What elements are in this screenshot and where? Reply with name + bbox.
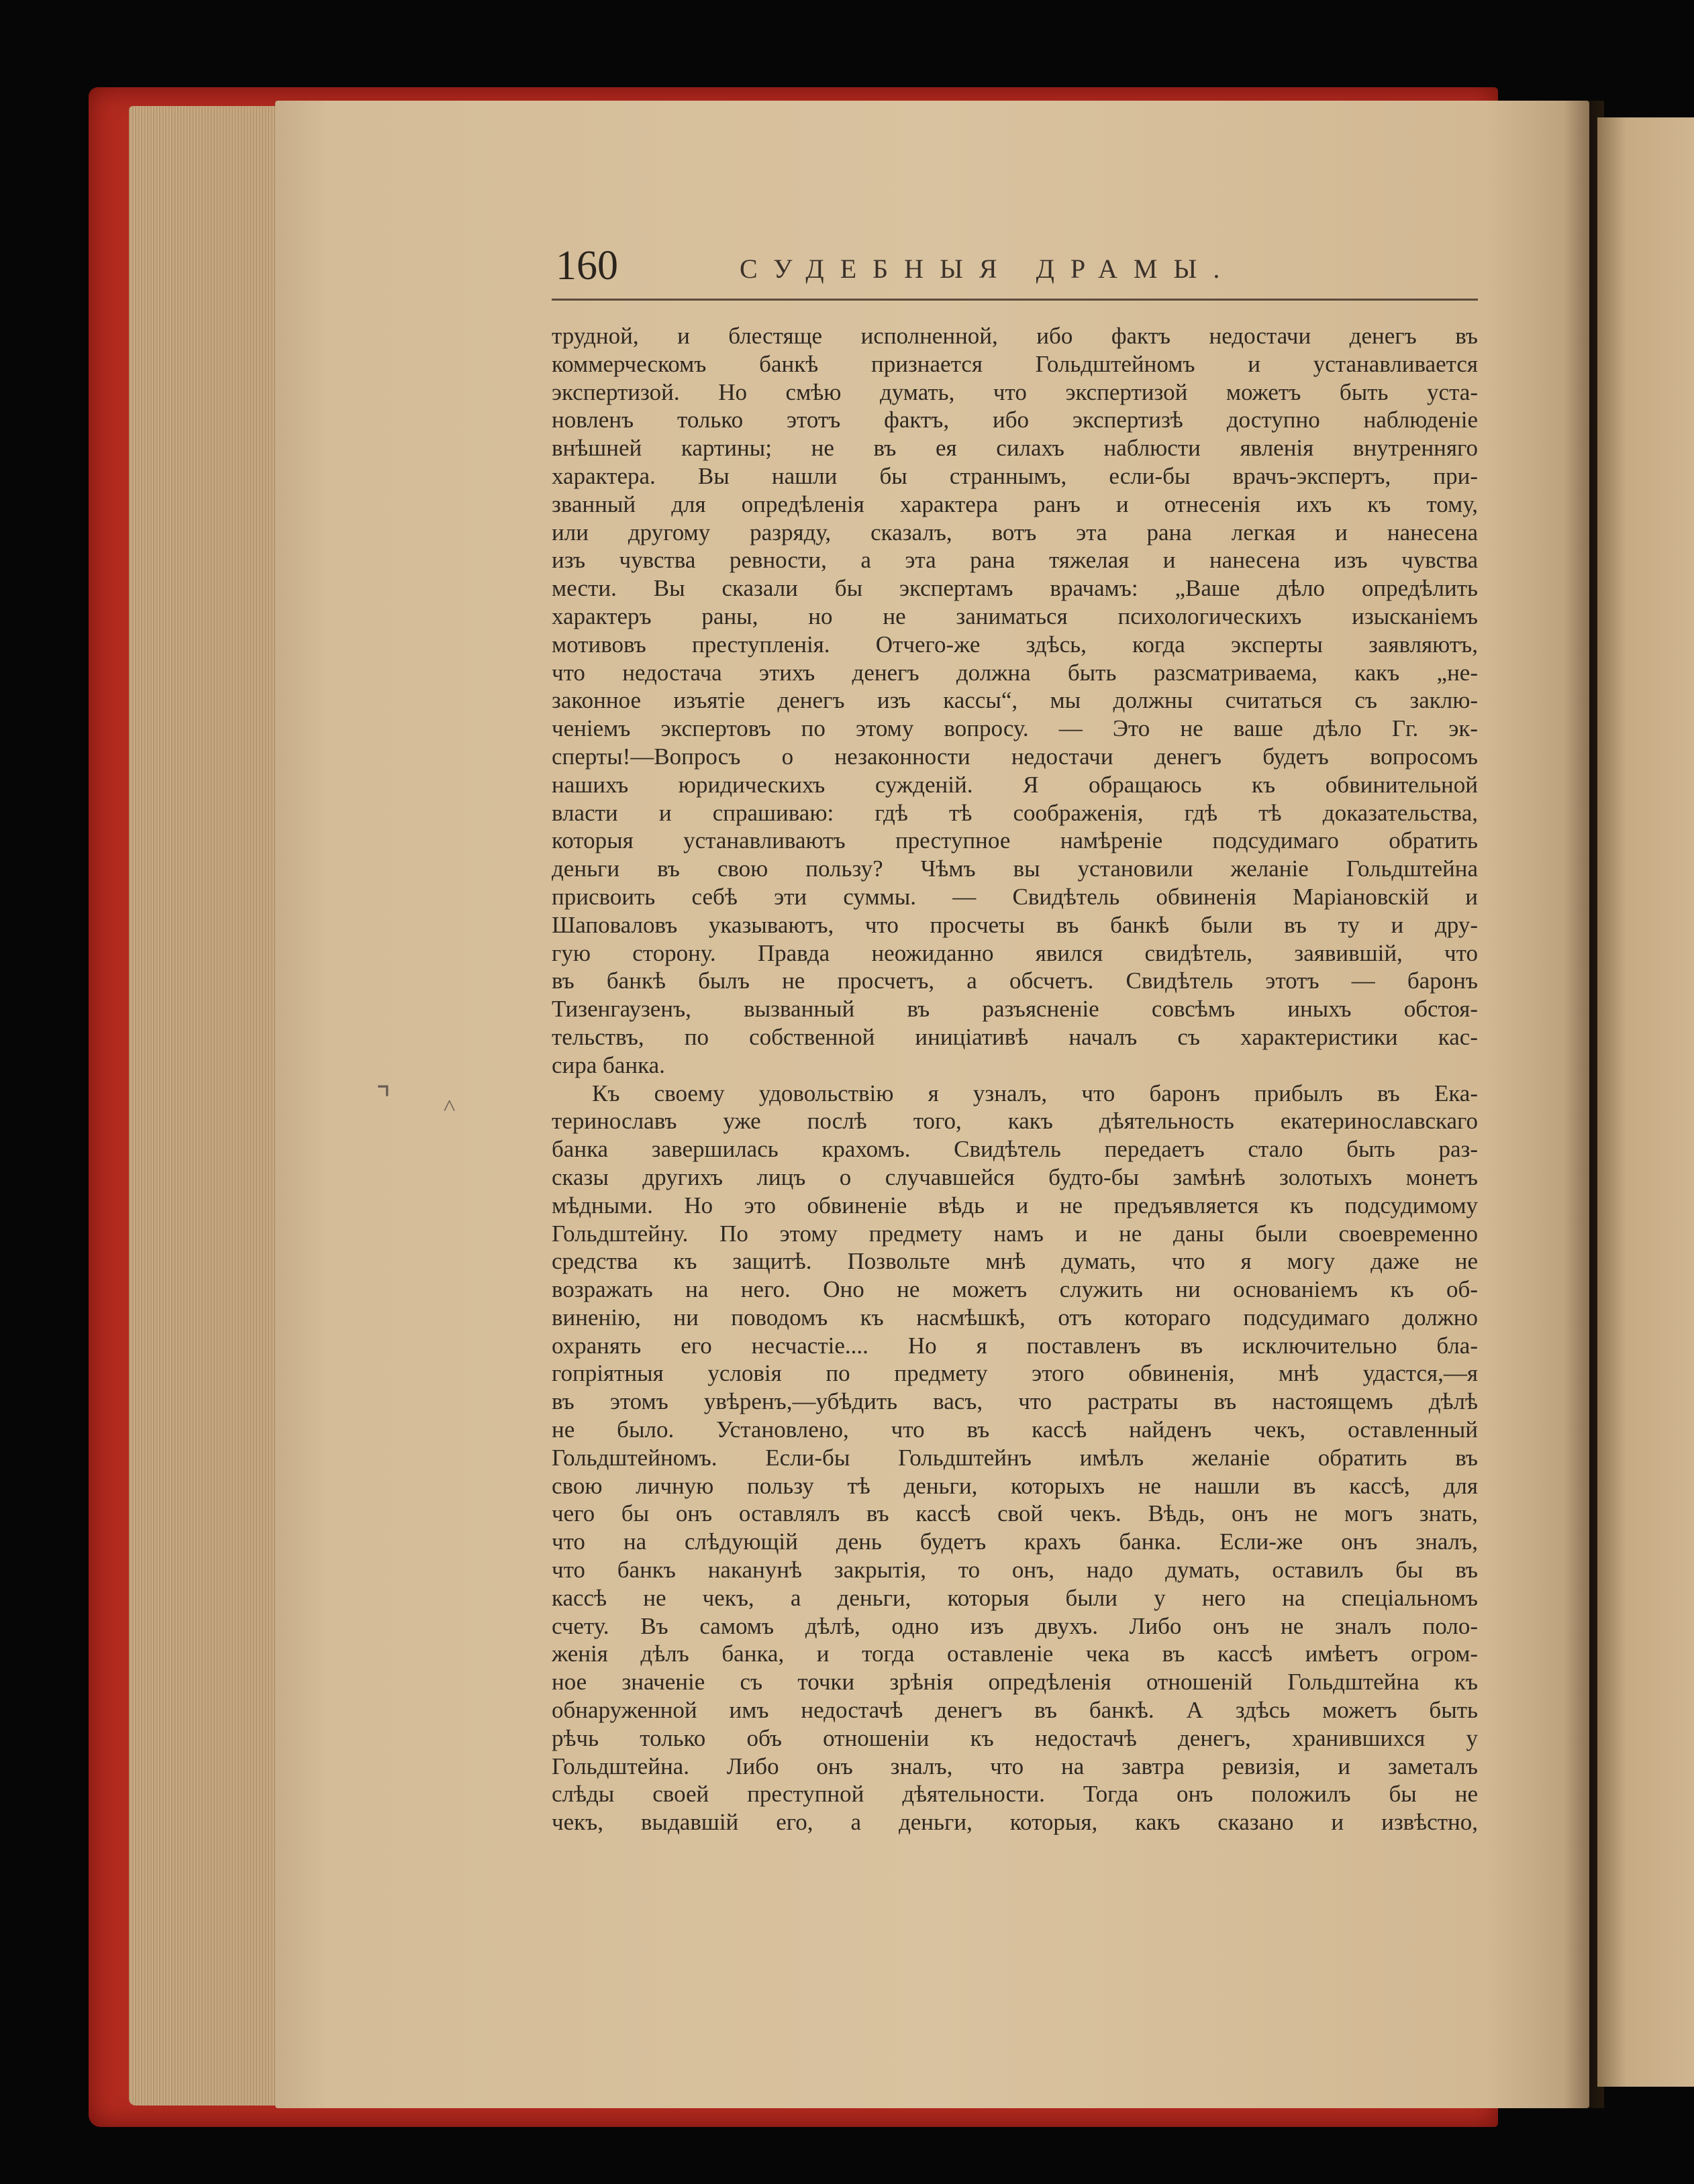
running-title: СУДЕБНЫЯ ДРАМЫ. — [740, 254, 1236, 284]
text-line: что на слѣдующій день будетъ крахъ банка. Если-же онъ зналъ, — [552, 1528, 1478, 1555]
text-line: рѣчь только объ отношеніи къ недостачѣ денегъ, хранившихся у — [552, 1724, 1478, 1751]
text-line: ное значеніе съ точки зрѣнія опредѣленія отношеній Гольдштейна къ — [552, 1669, 1478, 1696]
running-head — [552, 238, 1478, 301]
text-line: кассѣ не чекъ, а деньги, которыя были у него на спеціальномъ — [552, 1584, 1478, 1611]
text-line: ченіемъ экспертовъ по этому вопросу. — Это не ваше дѣло Гг. эк- — [552, 715, 1478, 742]
text-line: характеръ раны, но не заниматься психологическихъ изысканіемъ — [552, 603, 1478, 629]
text-line: новленъ только этотъ фактъ, ибо экспертизѣ доступно наблюденіе — [552, 407, 1478, 433]
text-line: коммерческомъ банкѣ признается Гольдштейномъ и устанавливается — [552, 350, 1478, 377]
text-line: въ этомъ увѣренъ,—убѣдить васъ, что растраты въ настоящемъ дѣлѣ — [552, 1388, 1478, 1415]
text-line: тельствъ, по собственной иниціативѣ началъ съ характеристики кас- — [552, 1023, 1478, 1050]
text-line: сира банка. — [552, 1051, 665, 1078]
text-line: теринославъ уже послѣ того, какъ дѣятельность екатеринославскаго — [552, 1108, 1478, 1135]
text-line: свою личную пользу тѣ деньги, которыхъ не нашли въ кассѣ, для — [552, 1472, 1478, 1499]
text-line: законное изъятіе денегъ изъ кассы“, мы должны считаться съ заклю- — [552, 687, 1478, 714]
text-line: мотивовъ преступленія. Отчего-же здѣсь, когда эксперты заявляютъ, — [552, 631, 1478, 658]
text-line: Къ своему удовольствію я узналъ, что баронъ прибылъ въ Ека- — [592, 1080, 1478, 1106]
text-line: Тизенгаузенъ, вызванный въ разъясненіе совсѣмъ иныхъ обстоя- — [552, 996, 1478, 1023]
page-number: 160 — [556, 243, 618, 289]
text-line: деньги въ свою пользу? Чѣмъ вы установили желаніе Гольдштейна — [552, 855, 1478, 882]
text-line: что недостача этихъ денегъ должна быть разсматриваема, какъ „не- — [552, 659, 1478, 686]
text-line: виненію, ни поводомъ къ насмѣшкѣ, отъ котораго подсудимаго должно — [552, 1304, 1478, 1331]
text-line: характера. Вы нашли бы страннымъ, если-бы врачъ-экспертъ, при- — [552, 462, 1478, 489]
text-line: не было. Установлено, что въ кассѣ найденъ чекъ, оставленный — [552, 1416, 1478, 1443]
text-line: въ банкѣ былъ не просчетъ, а обсчетъ. Свидѣтель этотъ — баронъ — [552, 968, 1478, 994]
text-line: которыя устанавливаютъ преступное намѣреніе подсудимаго обратить — [552, 827, 1478, 854]
text-line: гую сторону. Правда неожиданно явился свидѣтель, заявившій, что — [552, 939, 1478, 966]
facing-page — [1597, 117, 1694, 2087]
text-line: мести. Вы сказали бы экспертамъ врачамъ: „Ваше дѣло опредѣлить — [552, 575, 1478, 602]
text-line: экспертизой. Но смѣю думать, что экспертизой можетъ быть уста- — [552, 378, 1478, 405]
text-line: нашихъ юридическихъ сужденій. Я обращаюсь къ обвинительной — [552, 771, 1478, 798]
text-line: Гольдштейну. По этому предмету намъ и не даны были своевременно — [552, 1220, 1478, 1247]
text-line: что банкъ наканунѣ закрытія, то онъ, надо думать, оставилъ бы въ — [552, 1557, 1478, 1583]
text-line: банка завершилась крахомъ. Свидѣтель передаетъ стало быть раз- — [552, 1136, 1478, 1163]
text-line: или другому разряду, сказалъ, вотъ эта рана легкая и нанесена — [552, 519, 1478, 545]
text-line: чего бы онъ оставлялъ въ кассѣ свой чекъ. Вѣдь, онъ не могъ знать, — [552, 1500, 1478, 1527]
text-line: внѣшней картины; не въ ея силахъ наблюсти явленія внутренняго — [552, 435, 1478, 462]
text-line: Гольдштейна. Либо онъ зналъ, что на завтра ревизія, и заметалъ — [552, 1753, 1478, 1779]
text-line: женія дѣлъ банка, и тогда оставленіе чека въ кассѣ имѣетъ огром- — [552, 1641, 1478, 1667]
page-edges — [129, 106, 283, 2105]
text-line: возражать на него. Оно не можетъ служить ни основаніемъ къ об- — [552, 1276, 1478, 1303]
text-line: счету. Въ самомъ дѣлѣ, одно изъ двухъ. Либо онъ не зналъ поло- — [552, 1612, 1478, 1639]
text-line: трудной, и блестяще исполненной, ибо фактъ недостачи денегъ въ — [552, 323, 1478, 349]
text-line: мѣдными. Но это обвиненіе вѣдь и не предъявляется къ подсудимому — [552, 1192, 1478, 1218]
text-line: слѣды своей преступной дѣятельности. Тогда онъ положилъ бы не — [552, 1781, 1478, 1808]
text-line: средства къ защитѣ. Позвольте мнѣ думать, что я могу даже не — [552, 1248, 1478, 1275]
text-line: сказы другихъ лицъ о случавшейся будто-бы замѣнѣ золотыхъ монетъ — [552, 1163, 1478, 1190]
text-line: присвоить себѣ эти суммы. — Свидѣтель обвиненія Маріановскій и — [552, 883, 1478, 910]
text-line: сперты!—Вопросъ о незаконности недостачи денегъ будетъ вопросомъ — [552, 743, 1478, 770]
text-line: Гольдштейномъ. Если-бы Гольдштейнъ имѣлъ желаніе обратить въ — [552, 1444, 1478, 1471]
text-line: чекъ, выдавшій его, а деньги, которыя, какъ сказано и извѣстно, — [552, 1809, 1478, 1836]
text-line: изъ чувства ревности, а эта рана тяжелая и нанесена изъ чувства — [552, 547, 1478, 574]
text-line: охранять его несчастіе.... Но я поставленъ въ исключительно бла- — [552, 1332, 1478, 1359]
text-line: Шаповаловъ указываютъ, что просчеты въ банкѣ были въ ту и дру- — [552, 911, 1478, 938]
text-line: гопріятныя условія по предмету этого обвиненія, мнѣ удастся,—я — [552, 1360, 1478, 1387]
pencil-mark: ⌝ — [376, 1082, 391, 1117]
body-text — [552, 322, 1478, 1836]
pencil-mark: ˄ — [443, 1094, 456, 1119]
text-line: обнаруженной имъ недостачѣ денегъ въ банкѣ. А здѣсь можетъ быть — [552, 1697, 1478, 1724]
text-line: званный для опредѣленія характера ранъ и отнесенія ихъ къ тому, — [552, 490, 1478, 517]
text-line: власти и спрашиваю: гдѣ тѣ соображенія, гдѣ тѣ доказательства, — [552, 799, 1478, 826]
